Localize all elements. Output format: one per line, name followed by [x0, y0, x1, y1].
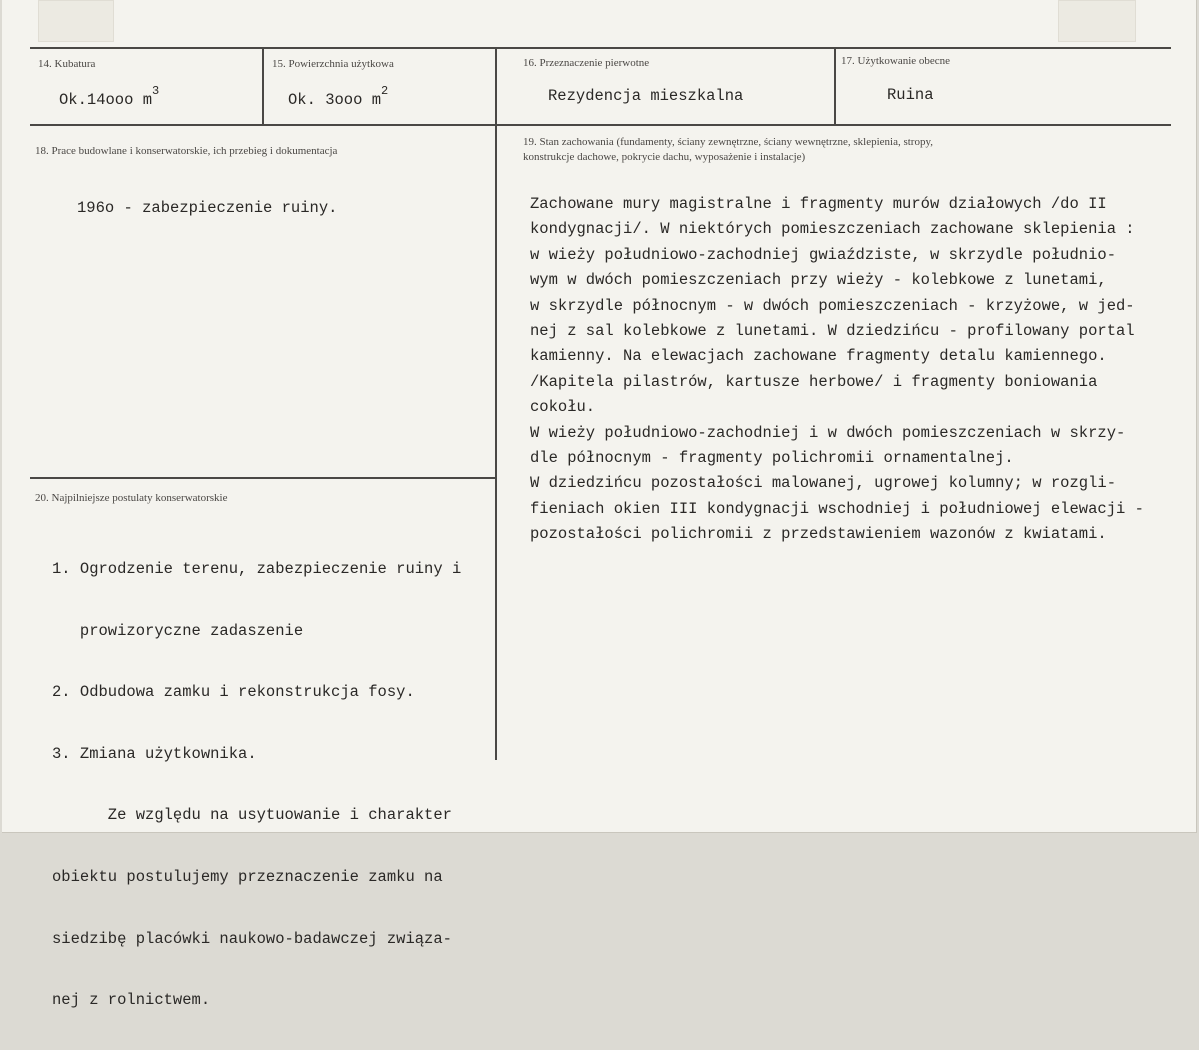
field-14-label: 14. Kubatura: [38, 58, 96, 70]
field-19-label-line-2: konstrukcje dachowe, pokrycie dachu, wyposażenie i instalacje): [523, 151, 806, 163]
top-rule: [30, 47, 1171, 49]
text-line: kamienny. Na elewacjach zachowane fragmenty detalu kamiennego.: [530, 347, 1107, 366]
text-line: obiektu postulujemy przeznaczenie zamku na: [52, 867, 443, 886]
text-line: w wieży południowo-zachodniej gwiaździste, w skrzydle południo-: [530, 245, 1116, 264]
field-17-value: Ruina: [887, 86, 934, 104]
text-line: prowizoryczne zadaszenie: [52, 621, 304, 640]
field-19-text: [530, 192, 1144, 547]
text-line: Ze względu na usytuowanie i charakter: [52, 806, 452, 825]
tape-strip-left: [38, 0, 114, 42]
text-line: fieniach okien III kondygnacji wschodniej i południowej elewacji -: [530, 499, 1144, 518]
col-divider-main: [495, 47, 497, 760]
text-line: 2. Odbudowa zamku i rekonstrukcja fosy.: [52, 683, 415, 702]
text-line: W wieży południowo-zachodniej i w dwóch pomieszczeniach w skrzy-: [530, 423, 1126, 442]
field-15-value: Ok. 3ooo $m^2$: [288, 84, 389, 110]
text-line: w skrzydle północnym - w dwóch pomieszczeniach - krzyżowe, w jed-: [530, 296, 1135, 315]
text-line: kondygnacji/. W niektórych pomieszczeniach zachowane sklepienia :: [530, 220, 1135, 239]
field-20-text: [52, 521, 461, 1050]
field-20-label: 20. Najpilniejsze postulaty konserwatorskie: [35, 492, 228, 504]
text-line: pozostałości polichromii z przedstawieniem wazonów z kwiatami.: [530, 525, 1107, 544]
text-line: dle północnym - fragmenty polichromii ornamentalnej.: [530, 448, 1014, 467]
col-divider-3: [834, 47, 836, 126]
field-19-label-line-1: 19. Stan zachowania (fundamenty, ściany zewnętrzne, ściany wewnętrzne, sklepienia, stropy,: [523, 136, 934, 148]
text-line: 3. Zmiana użytkownika.: [52, 744, 257, 763]
field-14-value: Ok.14ooo $m^3$: [59, 84, 160, 110]
text-line: Zachowane mury magistralne i fragmenty murów działowych /do II: [530, 195, 1107, 213]
field-18-value: 196o - zabezpieczenie ruiny.: [77, 199, 338, 217]
text-line: nej z rolnictwem.: [52, 991, 211, 1010]
text-line: siedzibę placówki naukowo-badawczej związa-: [52, 929, 452, 948]
field-17-label: 17. Użytkowanie obecne: [841, 55, 951, 67]
field-19-label: [523, 135, 1163, 165]
text-line: nej z sal kolebkowe z lunetami. W dziedzińcu - profilowany portal: [530, 321, 1135, 340]
field-16-label: 16. Przeznaczenie pierwotne: [523, 57, 650, 69]
row-rule: [30, 124, 1171, 126]
record-card: [2, 0, 1197, 1010]
col-divider-1: [262, 47, 264, 126]
left-section-rule: [30, 477, 496, 479]
text-line: cokołu.: [530, 398, 596, 417]
field-18-label: 18. Prace budowlane i konserwatorskie, ich przebieg i dokumentacja: [35, 145, 338, 157]
text-line: 1. Ogrodzenie terenu, zabezpieczenie ruiny i: [52, 560, 462, 578]
field-16-value: Rezydencja mieszkalna: [548, 87, 744, 105]
text-line: /Kapitela pilastrów, kartusze herbowe/ i fragmenty boniowania: [530, 372, 1098, 391]
tape-strip-right: [1058, 0, 1136, 42]
text-line: wym w dwóch pomieszczeniach przy wieży - kolebkowe z lunetami,: [530, 271, 1107, 290]
text-line: W dziedzińcu pozostałości malowanej, ugrowej kolumny; w rozgli-: [530, 474, 1116, 493]
field-15-label: 15. Powierzchnia użytkowa: [272, 58, 394, 70]
